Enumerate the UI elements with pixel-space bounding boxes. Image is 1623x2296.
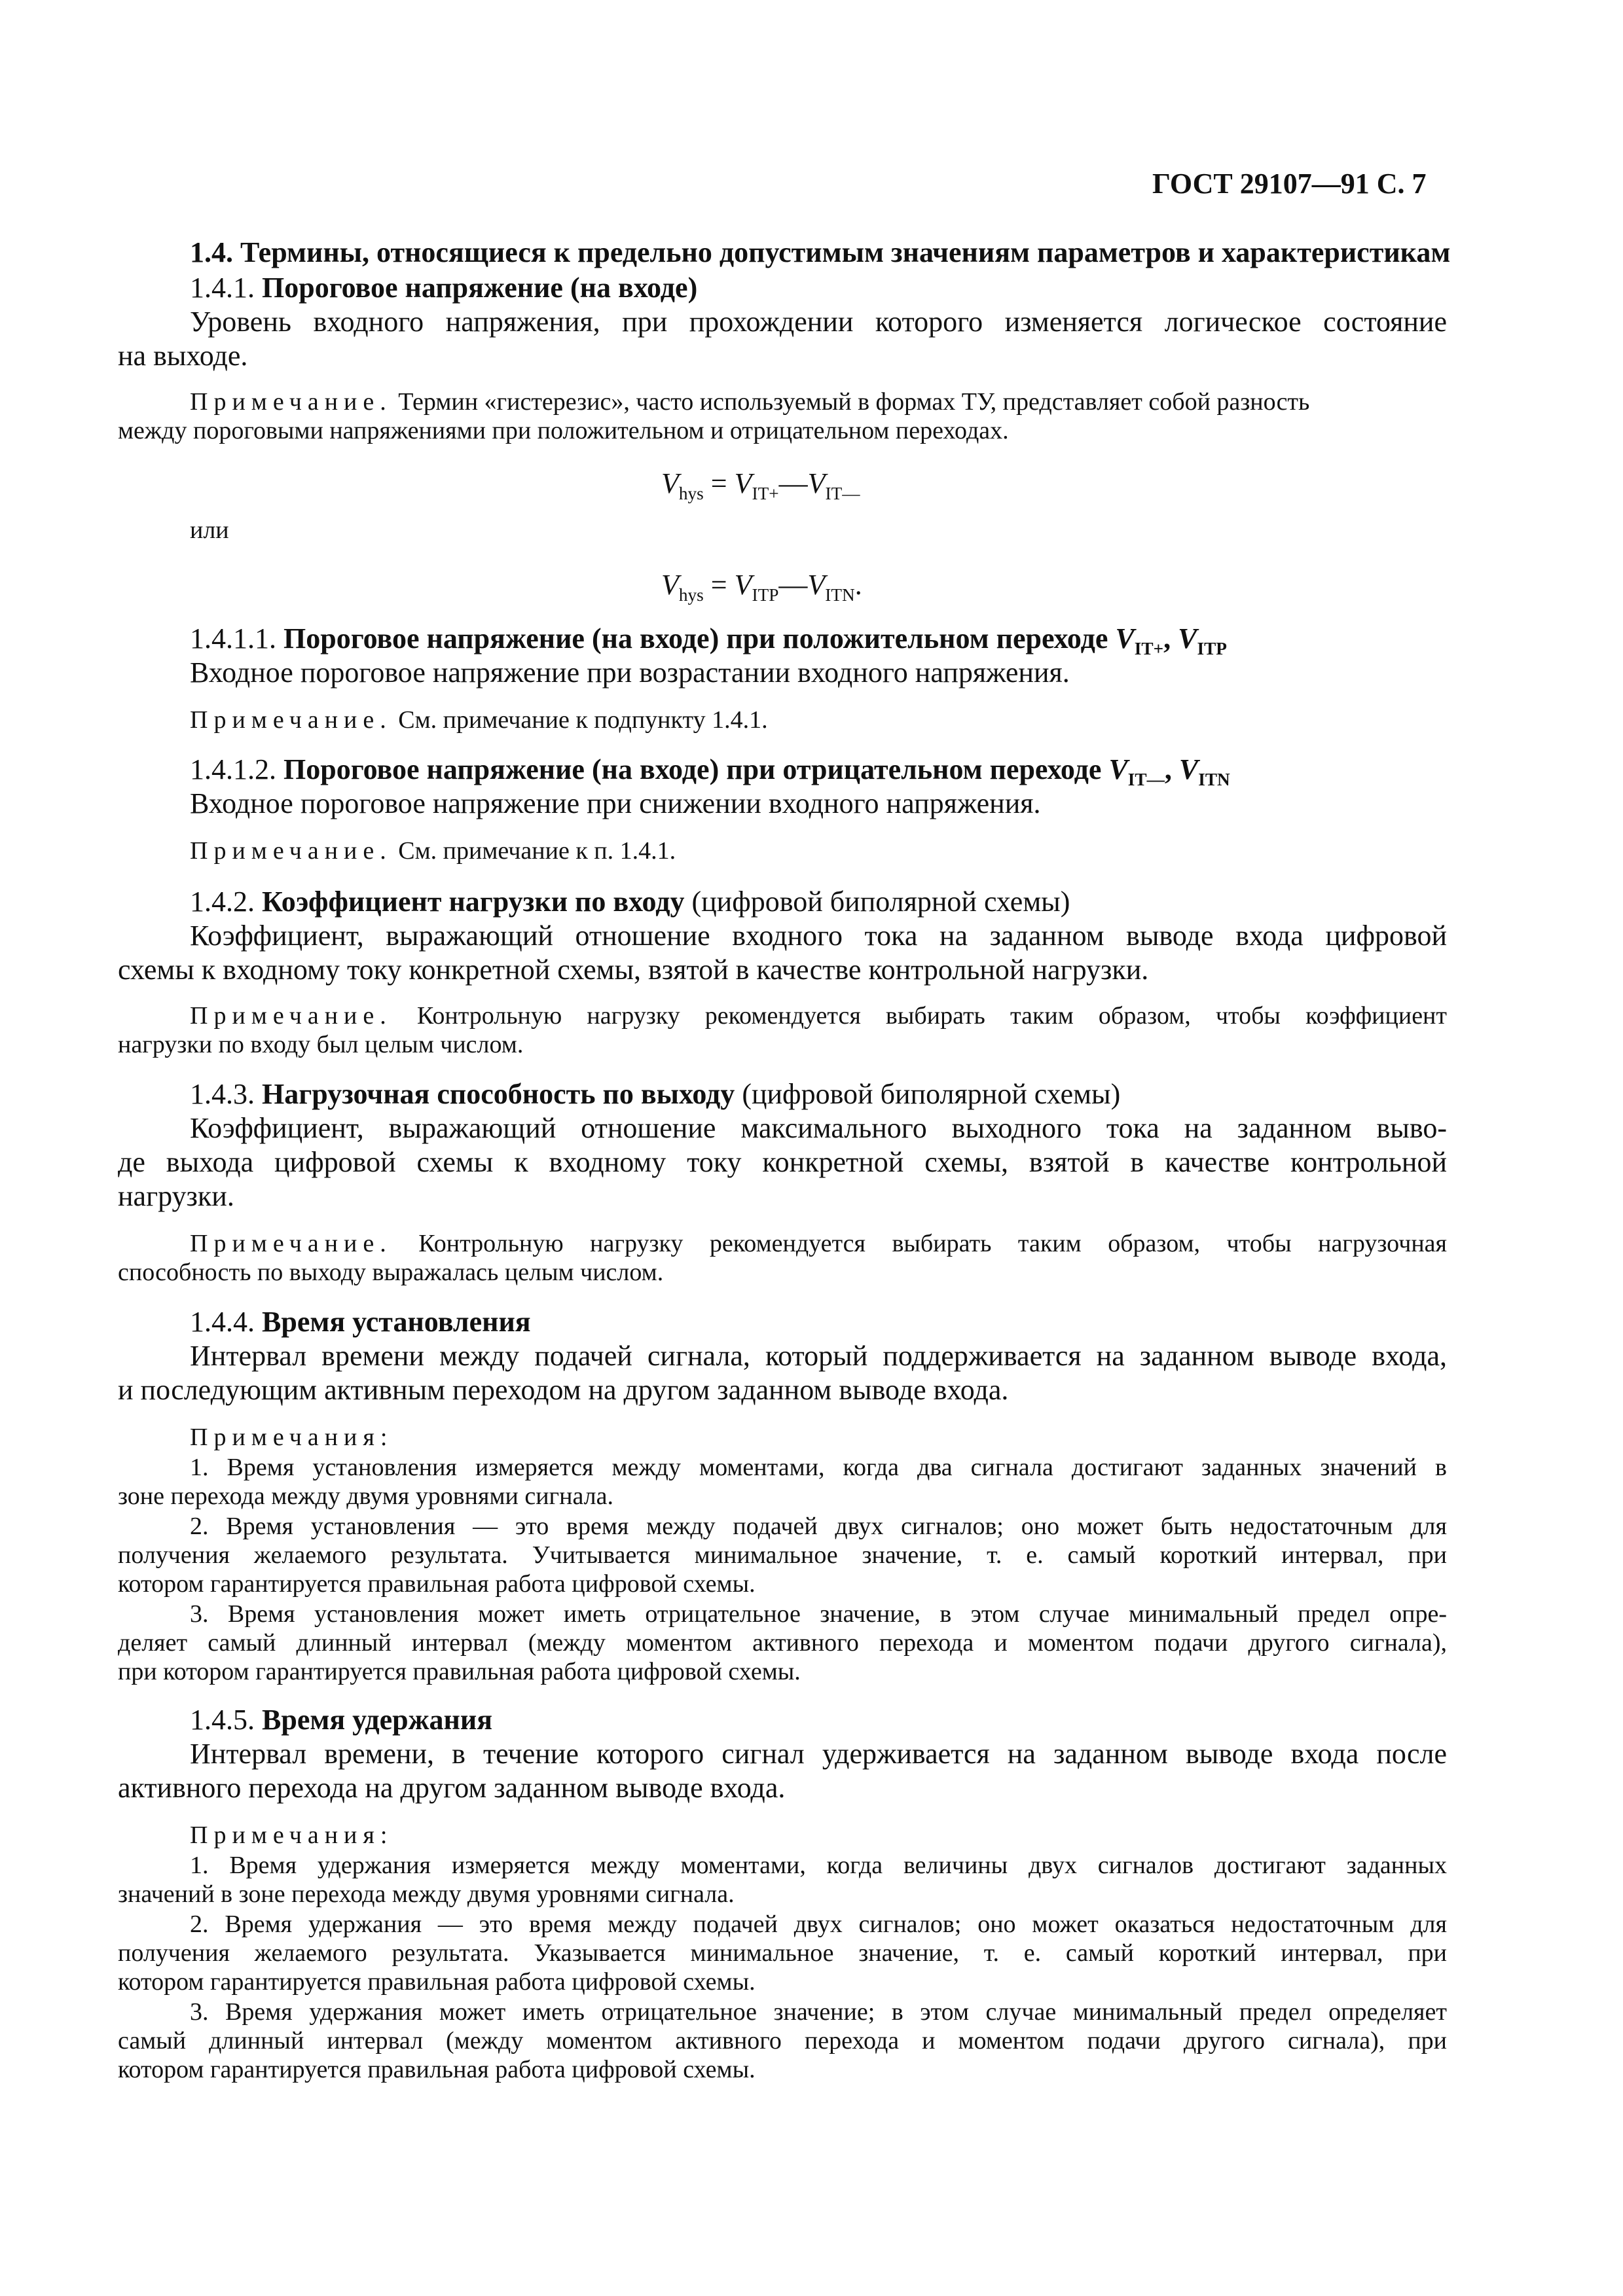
section-title: Время удержания bbox=[262, 1704, 493, 1736]
section-1-4-1-2-heading: 1.4.1.2. Пороговое напряжение (на входе) при отрицательном переходе $V_{IT—}$, $V_{ITN}$ bbox=[190, 753, 1230, 789]
note-line: между пороговыми напряжениями при положительном и отрицательном переходах. bbox=[118, 417, 1009, 444]
note-line: котором гарантируется правильная работа цифровой схемы. bbox=[118, 1570, 756, 1598]
section-number: 1.4.1. bbox=[190, 272, 255, 304]
note-line bbox=[190, 836, 676, 865]
notes-label: Примечания: bbox=[190, 1424, 393, 1451]
note-line: получения желаемого результата. Учитывается минимальное значение, т. е. самый короткий интервал, при bbox=[118, 1541, 1447, 1569]
definition-line: Уровень входного напряжения, при прохождении которого изменяется логическое состояние bbox=[190, 306, 1447, 338]
definition-line: активного перехода на другом заданном выводе входа. bbox=[118, 1772, 786, 1804]
section-1-4-3-heading bbox=[190, 1077, 1120, 1111]
definition-line: Интервал времени между подачей сигнала, который поддерживается на заданном выводе входа, bbox=[190, 1340, 1447, 1372]
section-qualifier: (цифровой биполярной схемы) bbox=[742, 1078, 1121, 1110]
note-line: котором гарантируется правильная работа цифровой схемы. bbox=[118, 1968, 756, 1996]
note-line: способность по выходу выражалась целым числом. bbox=[118, 1259, 664, 1286]
note-line: получения желаемого результата. Указывается минимальное значение, т. е. самый короткий интервал, при bbox=[118, 1939, 1447, 1967]
note-line bbox=[190, 706, 768, 734]
note-line: 1. Время удержания измеряется между моментами, когда величины двух сигналов достигают заданных bbox=[190, 1852, 1447, 1879]
section-1-4-1-1-heading: 1.4.1.1. Пороговое напряжение (на входе) при положительном переходе $V_{IT+}$, $V_{ITP}$ bbox=[190, 622, 1227, 658]
section-number: 1.4.4. bbox=[190, 1306, 255, 1338]
note-line: 1. Время установления измеряется между моментами, когда два сигнала достигают заданных значений в bbox=[190, 1454, 1447, 1481]
definition-line: Входное пороговое напряжение при возрастании входного напряжения. bbox=[190, 656, 1070, 689]
section-title: Коэффициент нагрузки по входу bbox=[262, 886, 685, 918]
section-title: Пороговое напряжение (на входе) bbox=[262, 272, 698, 304]
section-number: 1.4.2. bbox=[190, 886, 255, 918]
section-title: Время установления bbox=[262, 1306, 531, 1338]
note-text: Термин «гистерезис», часто используемый в формах ТУ, представляет собой разность bbox=[398, 388, 1310, 416]
section-1-4-heading bbox=[190, 236, 1450, 269]
section-1-4-2-heading bbox=[190, 885, 1070, 918]
note-line: 2. Время установления — это время между подачей двух сигналов; оно может быть недостаточным для bbox=[190, 1513, 1447, 1540]
formula-hysteresis-1: $V_{hys}$ = $V_{IT+}—V_{IT—}$ bbox=[661, 467, 860, 503]
note-line: 2. Время удержания — это время между подачей двух сигналов; оно может оказаться недостаточным для bbox=[190, 1910, 1447, 1938]
definition-line: нагрузки. bbox=[118, 1180, 234, 1212]
definition-line: схемы к входному току конкретной схемы, взятой в качестве контрольной нагрузки. bbox=[118, 954, 1149, 986]
note-text: Контрольную нагрузку рекомендуется выбирать таким образом, чтобы нагрузочная bbox=[418, 1230, 1447, 1257]
note-line bbox=[190, 387, 1309, 416]
section-1-4-5-heading bbox=[190, 1703, 492, 1736]
note-text: См. примечание к п. 1.4.1. bbox=[398, 837, 676, 865]
section-number: 1.4.1.1. bbox=[190, 622, 276, 655]
definition-line: де выхода цифровой схемы к входному току конкретной схемы, взятой в качестве контрольной bbox=[118, 1146, 1447, 1178]
note-line: 3. Время удержания может иметь отрицательное значение; в этом случае минимальный предел определяет bbox=[190, 1998, 1447, 2026]
section-qualifier: (цифровой биполярной схемы) bbox=[691, 886, 1070, 918]
note-line: при котором гарантируется правильная работа цифровой схемы. bbox=[118, 1658, 801, 1685]
note-line: зоне перехода между двумя уровнями сигнала. bbox=[118, 1482, 614, 1510]
definition-line: и последующим активным переходом на другом заданном выводе входа. bbox=[118, 1374, 1009, 1406]
section-title: Пороговое напряжение (на входе) при отрицательном переходе bbox=[283, 753, 1102, 785]
definition-line: на выходе. bbox=[118, 340, 248, 372]
notes-label: Примечания: bbox=[190, 1821, 393, 1849]
section-1-4-1-heading bbox=[190, 271, 697, 304]
note-label: Примечание. bbox=[190, 388, 392, 416]
note-text: Контрольную нагрузку рекомендуется выбирать таким образом, чтобы коэффициент bbox=[416, 1002, 1448, 1030]
note-line: самый длинный интервал (между моментом активного перехода и моментом подачи другого сигнала), при bbox=[118, 2027, 1447, 2054]
section-title: Нагрузочная способность по выходу bbox=[262, 1078, 735, 1110]
section-title: Термины, относящиеся к предельно допустимым значениям параметров и характеристикам bbox=[240, 236, 1451, 268]
note-line: деляет самый длинный интервал (между моментом активного перехода и моментом подачи другого сигнала), bbox=[118, 1629, 1447, 1657]
note-label: Примечание. bbox=[190, 1002, 392, 1030]
note-line bbox=[190, 1001, 1447, 1030]
section-number: 1.4.3. bbox=[190, 1078, 255, 1110]
note-label: Примечание. bbox=[190, 706, 392, 734]
formula-hysteresis-2: $V_{hys}$ = $V_{ITP}—V_{ITN}$. bbox=[661, 569, 862, 605]
formula-connector: или bbox=[190, 516, 229, 544]
section-number: 1.4.1.2. bbox=[190, 753, 276, 785]
definition-line: Коэффициент, выражающий отношение максимального выходного тока на заданном выво- bbox=[190, 1112, 1447, 1144]
note-line bbox=[190, 1229, 1447, 1258]
note-line: значений в зоне перехода между двумя уровнями сигнала. bbox=[118, 1880, 735, 1908]
section-1-4-4-heading bbox=[190, 1305, 531, 1338]
page-header: ГОСТ 29107—91 С. 7 bbox=[1152, 168, 1427, 200]
section-number: 1.4.5. bbox=[190, 1704, 255, 1736]
definition-line: Интервал времени, в течение которого сигнал удерживается на заданном выводе входа после bbox=[190, 1738, 1447, 1770]
note-label: Примечание. bbox=[190, 837, 392, 865]
section-title: Пороговое напряжение (на входе) при положительном переходе bbox=[283, 622, 1108, 655]
note-line: котором гарантируется правильная работа цифровой схемы. bbox=[118, 2056, 756, 2083]
definition-line: Коэффициент, выражающий отношение входного тока на заданном выводе входа цифровой bbox=[190, 920, 1447, 952]
note-label: Примечание. bbox=[190, 1230, 392, 1257]
section-number: 1.4. bbox=[190, 236, 233, 268]
note-text: См. примечание к подпункту 1.4.1. bbox=[398, 706, 768, 734]
note-line: 3. Время установления может иметь отрицательное значение, в этом случае минимальный предел опре- bbox=[190, 1600, 1447, 1628]
definition-line: Входное пороговое напряжение при снижении входного напряжения. bbox=[190, 787, 1041, 819]
note-line: нагрузки по входу был целым числом. bbox=[118, 1031, 524, 1058]
